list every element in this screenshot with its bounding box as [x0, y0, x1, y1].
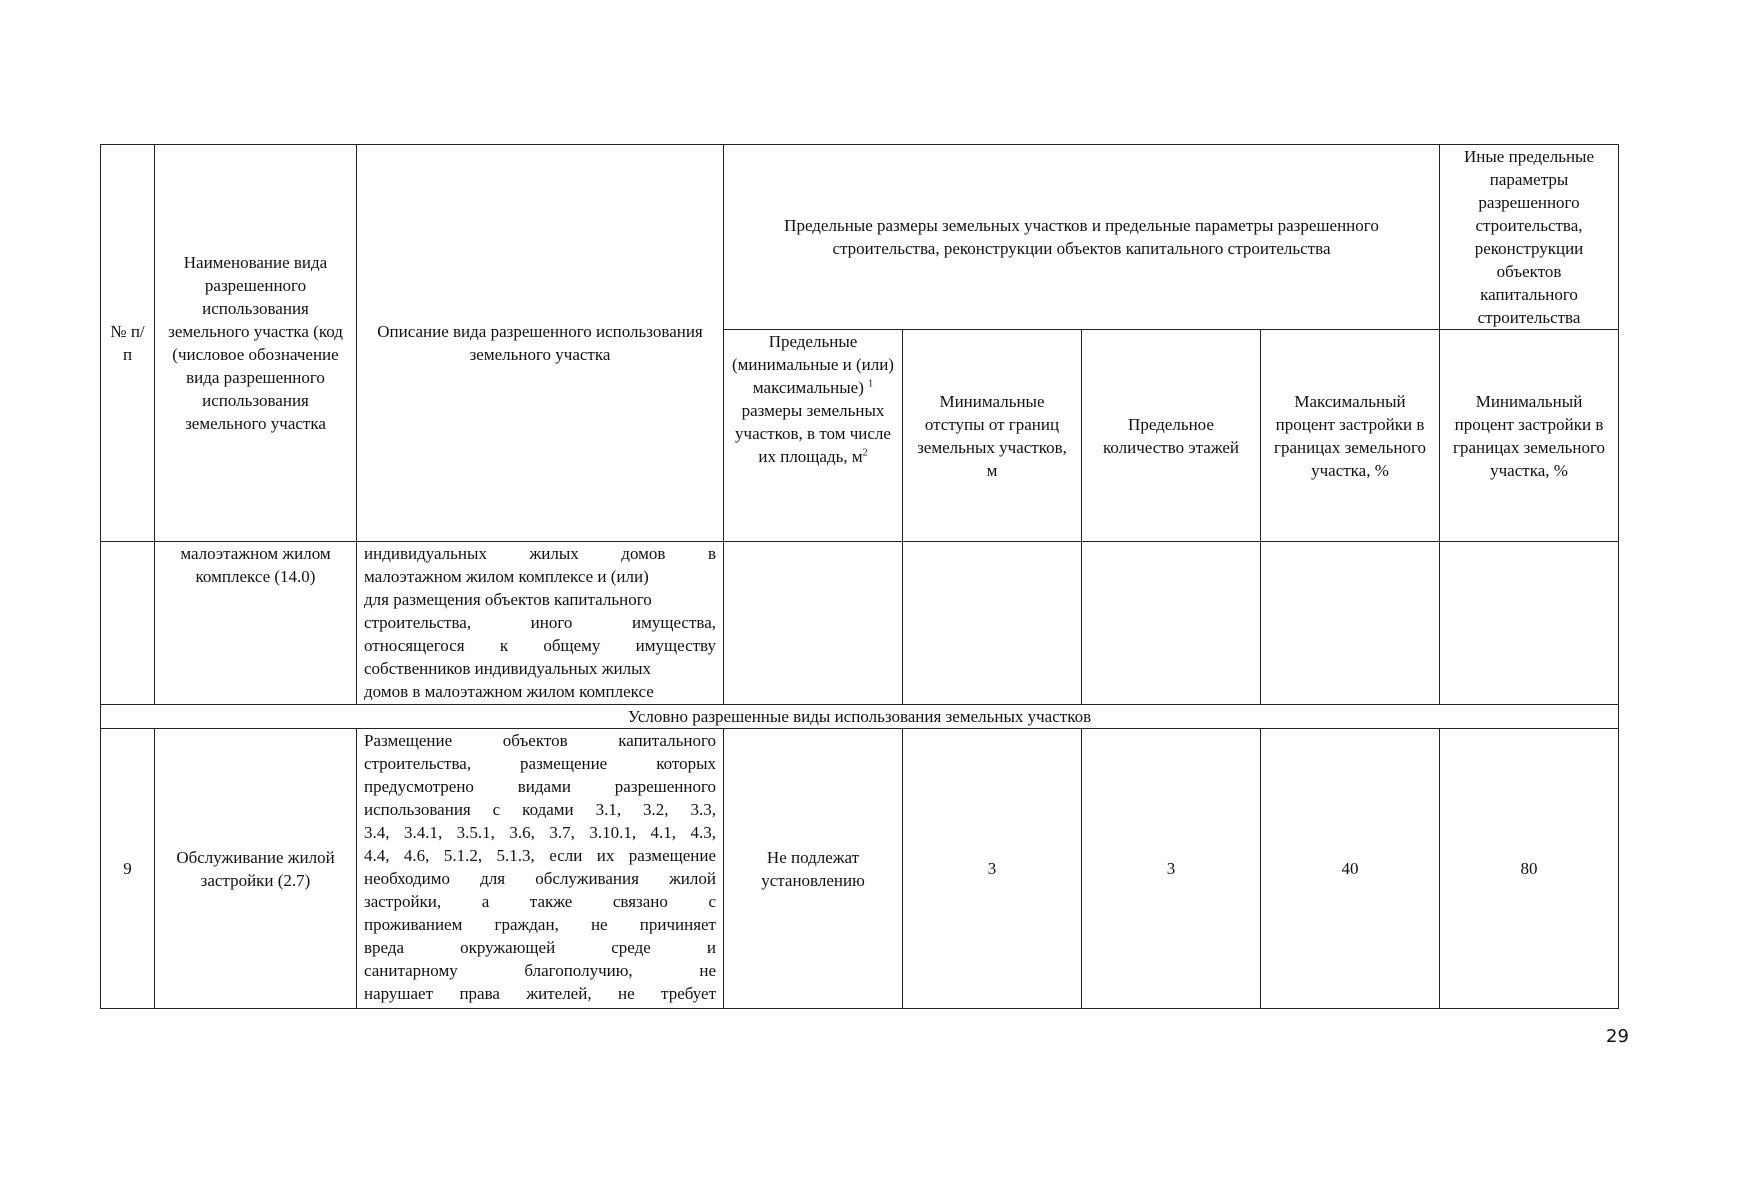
section-title: Условно разрешенные виды использования земельных участков: [101, 705, 1619, 729]
zoning-table: [100, 144, 1619, 1009]
cell-max-percent: 40: [1261, 729, 1440, 1009]
header-num: № п/п: [101, 145, 155, 542]
cell-max-percent: [1261, 542, 1440, 705]
desc-line: вреда окружающей среде и: [364, 938, 716, 957]
cell-min-percent: 80: [1440, 729, 1619, 1009]
desc-line: необходимо для обслуживания жилой: [364, 869, 716, 888]
desc-line: предусмотрено видами разрешенного: [364, 777, 716, 796]
desc-line: санитарному благополучию, не: [364, 961, 716, 980]
section-row: [101, 705, 1619, 729]
desc-line: 3.4, 3.4.1, 3.5.1, 3.6, 3.7, 3.10.1, 4.1, 4.3,: [364, 823, 716, 842]
desc-line: собственников индивидуальных жилых: [364, 659, 652, 678]
desc-line: нарушает права жителей, не требует: [364, 984, 716, 1003]
cell-floors: 3: [1082, 729, 1261, 1009]
desc-line: 4.4, 4.6, 5.1.2, 5.1.3, если их размещение: [364, 846, 716, 865]
header-other-group: Иные предельные параметры разрешенного строительства, реконструкции объектов капитального строительства: [1440, 145, 1619, 330]
page-number: 29: [1606, 1026, 1629, 1047]
table-row: [101, 729, 1619, 1009]
header-sizes: Предельные (минимальные и (или) максимальные) $^1$ размеры земельных участков, в том числе их площадь, $м^2$: [724, 330, 903, 542]
header-limits-group: Предельные размеры земельных участков и предельные параметры разрешенного строительства, реконструкции объектов капитального строительства: [724, 145, 1440, 330]
cell-num: 9: [101, 729, 155, 1009]
cell-name: Обслуживание жилой застройки (2.7): [155, 729, 357, 1009]
desc-line: индивидуальных жилых домов в: [364, 544, 716, 563]
cell-min-percent: [1440, 542, 1619, 705]
header-min-percent: Минимальный процент застройки в границах земельного участка, %: [1440, 330, 1619, 542]
cell-sizes: [724, 542, 903, 705]
desc-line: строительства, размещение которых: [364, 754, 716, 773]
desc-line: малоэтажном жилом комплексе и (или): [364, 567, 649, 586]
header-floors: Предельное количество этажей: [1082, 330, 1261, 542]
desc-line: для размещения объектов капитального: [364, 590, 652, 609]
desc-line: проживанием граждан, не причиняет: [364, 915, 716, 934]
desc-line: Размещение объектов капитального: [364, 731, 716, 750]
header-max-percent: Максимальный процент застройки в границах земельного участка, %: [1261, 330, 1440, 542]
cell-setback: 3: [903, 729, 1082, 1009]
cell-sizes: Не подлежат установлению: [724, 729, 903, 1009]
cell-setback: [903, 542, 1082, 705]
header-name: Наименование вида разрешенного использования земельного участка (код (числовое обозначение вида разрешенного использования земельного участка: [155, 145, 357, 542]
cell-description: [357, 729, 724, 1009]
table-row: [101, 542, 1619, 705]
desc-line: использования с кодами 3.1, 3.2, 3.3,: [364, 800, 716, 819]
cell-description: [357, 542, 724, 705]
desc-line: застройки, а также связано с: [364, 892, 716, 911]
header-description: Описание вида разрешенного использования земельного участка: [357, 145, 724, 542]
cell-name: малоэтажном жилом комплексе (14.0): [155, 542, 357, 705]
desc-line: строительства, иного имущества,: [364, 613, 716, 632]
cell-floors: [1082, 542, 1261, 705]
header-setback: Минимальные отступы от границ земельных участков, м: [903, 330, 1082, 542]
cell-num: [101, 542, 155, 705]
desc-line: относящегося к общему имуществу: [364, 636, 716, 655]
desc-line: домов в малоэтажном жилом комплексе: [364, 682, 654, 701]
